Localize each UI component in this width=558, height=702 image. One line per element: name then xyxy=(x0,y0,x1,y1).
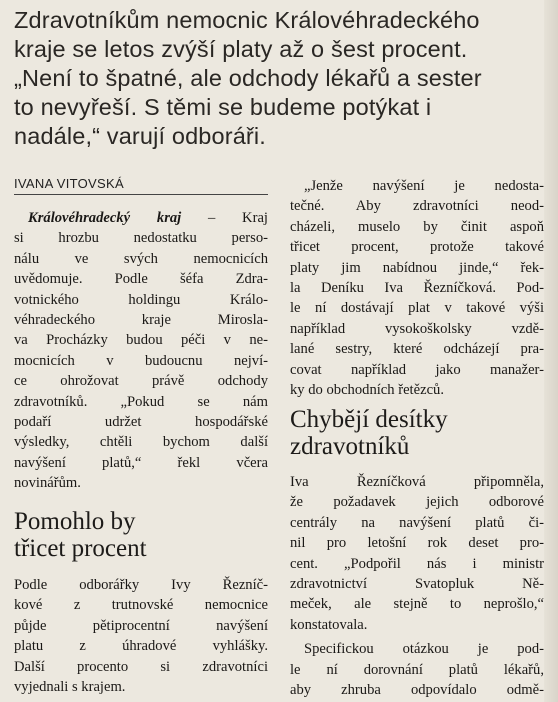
lead-line: kraje se letos zvýší platy až o šest procent. xyxy=(14,36,468,62)
subheading-line: Pomohlo by xyxy=(14,508,136,535)
body-line: „Jenže navýšení je nedosta- xyxy=(304,178,544,194)
body-line: třicet procent, protože takové xyxy=(290,239,544,256)
body-line: lané sestry, které odcházejí pra- xyxy=(290,341,544,358)
body-line: navýšení platů,“ řekl včera xyxy=(14,454,268,471)
body-line: výsledky, chtěli bychom další xyxy=(14,434,268,451)
body-line: aby zhruba odpovídalo odmě- xyxy=(290,682,544,699)
body-line: novinářům. xyxy=(14,475,81,492)
body-line: platy jim nabídnou jinde,“ řek- xyxy=(290,259,544,276)
body-line: le ní dostávají plat v takové výši xyxy=(290,300,544,317)
body-line: podaří udržet hospodářské xyxy=(14,414,268,431)
body-line: zdravotníků. „Pokud se nám xyxy=(14,393,268,410)
body-line: že požadavek jejich odborové xyxy=(290,494,544,511)
body-line: va Procházky budou péči v ne- xyxy=(14,332,268,349)
subheading-left xyxy=(14,508,268,562)
body-line: tečné. Aby zdravotníci neod- xyxy=(290,198,544,215)
body-line: véhradeckého kraje Mirosla- xyxy=(14,312,268,329)
column-left-part2 xyxy=(14,575,268,697)
body-line: covat například jako manažer- xyxy=(290,361,544,378)
lead-line: nadále,“ varují odboráři. xyxy=(14,123,266,149)
subheading-line: třicet procent xyxy=(14,535,147,562)
body-line: centrály na navýšení platů či- xyxy=(290,514,544,531)
body-line: Další procento si zdravotníci xyxy=(14,658,268,675)
body-line xyxy=(14,208,268,228)
body-line: půjde pětiprocentní navýšení xyxy=(14,617,268,634)
subheading-line: zdravotníků xyxy=(290,433,410,460)
body-line: nálu ve svých nemocnicích xyxy=(14,250,268,267)
body-line: Iva Řezníčková připomněla, xyxy=(290,474,544,490)
body-line: kové z trutnovské nemocnice xyxy=(14,597,268,614)
body-line: mocnicích v budoucnu nejví- xyxy=(14,352,268,369)
body-line: uvědomuje. Podle šéfa Zdra- xyxy=(14,271,268,288)
column-right-part2 xyxy=(290,472,544,700)
byline: IVANA VITOVSKÁ xyxy=(14,176,268,195)
body-line: cent. „Podpořil nás i ministr xyxy=(290,555,544,572)
body-line: ky do obchodních řetězců. xyxy=(290,382,444,399)
dateline-keyword: Královéhradecký kraj xyxy=(28,210,182,226)
body-line: například vysokoškolsky vzdě- xyxy=(290,320,544,337)
subheading-line: Chybějí desítky xyxy=(290,406,448,433)
body-line: platu z úhradové vyhlášky. xyxy=(14,638,268,655)
body-line: Specifickou otázkou je pod- xyxy=(304,641,544,658)
lead-line: to nevyřeší. S těmi se budeme potýkat i xyxy=(14,94,432,120)
lead-line: „Není to špatné, ale odchody lékařů a sester xyxy=(14,65,482,91)
body-line: votnického holdingu Králo- xyxy=(14,291,268,308)
body-line: konstatovala. xyxy=(290,616,368,633)
body-line: cházeli, muselo by činit aspoň xyxy=(290,218,544,235)
subheading-right xyxy=(290,406,544,460)
body-line: Podle odborářky Ivy Řezníč- xyxy=(14,577,268,593)
body-line: zdravotnictví Svatopluk Ně- xyxy=(290,576,544,593)
article-lead xyxy=(14,6,554,151)
dateline-rest: – Kraj xyxy=(181,210,268,226)
body-line: meček, ale stejně to neprošlo,“ xyxy=(290,596,544,613)
body-line: le ní dorovnání platů lékařů, xyxy=(290,661,544,678)
body-line: la Deníku Iva Řezníčková. Pod- xyxy=(290,280,544,297)
body-line: nil pro letošní rok deset pro- xyxy=(290,535,544,552)
body-line: ce ohrožovat právě odchody xyxy=(14,373,268,390)
column-right xyxy=(290,176,544,400)
body-line: vyjednali s krajem. xyxy=(14,679,126,696)
body-line: si hrozbu nedostatku perso- xyxy=(14,230,268,247)
column-left xyxy=(14,208,268,494)
lead-line: Zdravotníkům nemocnic Královéhradeckého xyxy=(14,7,480,33)
